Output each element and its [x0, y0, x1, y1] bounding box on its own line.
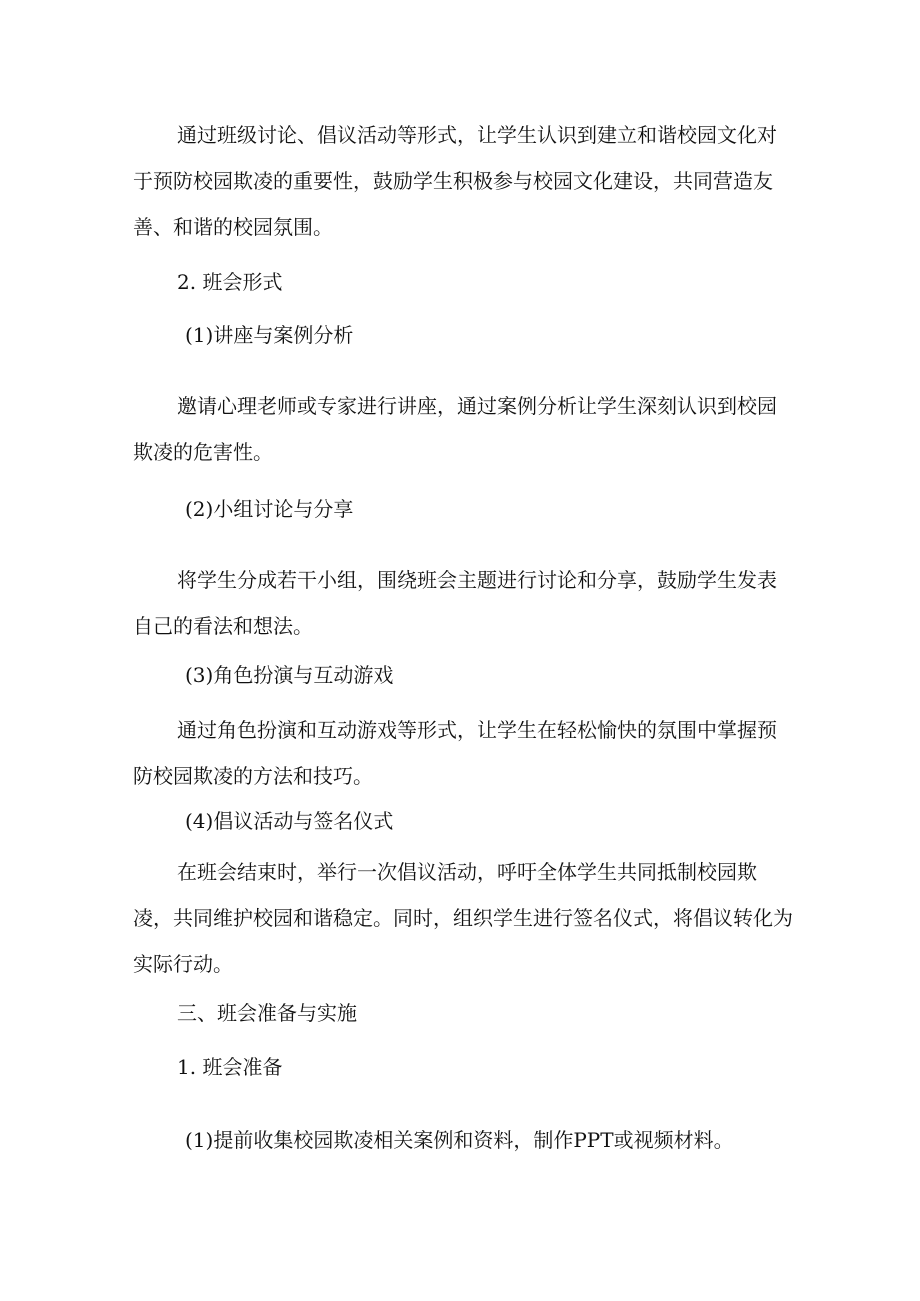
heading-section-three: 三、班会准备与实施: [177, 1001, 357, 1025]
paragraph-role-play: 通过角色扮演和互动游戏等形式，让学生在轻松愉快的氛围中掌握预防校园欺凌的方法和技巧。: [133, 718, 777, 788]
heading-meeting-preparation: 1. 班会准备: [177, 1055, 283, 1079]
paragraph-lecture: 邀请心理老师或专家进行讲座，通过案例分析让学生深刻认识到校园欺凌的危害性。: [133, 394, 777, 464]
paragraph-initiative-signing: 在班会结束时，举行一次倡议活动，呼吁全体学生共同抵制校园欺凌，共同维护校园和谐稳定。同时，组织学生进行签名仪式，将倡议转化为实际行动。: [133, 860, 793, 976]
paragraph-school-culture: 通过班级讨论、倡议活动等形式，让学生认识到建立和谐校园文化对于预防校园欺凌的重要性，鼓励学生积极参与校园文化建设，共同营造友善、和谐的校园氛围。: [133, 123, 777, 239]
paragraph-group-discussion: 将学生分成若干小组，围绕班会主题进行讨论和分享，鼓励学生发表自己的看法和想法。: [133, 568, 777, 638]
subheading-initiative-signing: (4)倡议活动与签名仪式: [185, 809, 394, 833]
subheading-role-play: (3)角色扮演与互动游戏: [185, 663, 394, 687]
heading-class-meeting-form: 2. 班会形式: [177, 270, 283, 294]
subheading-lecture-case-analysis: (1)讲座与案例分析: [185, 323, 354, 347]
subheading-collect-materials: (1)提前收集校园欺凌相关案例和资料，制作PPT或视频材料。: [185, 1128, 734, 1152]
subheading-group-discussion: (2)小组讨论与分享: [185, 497, 354, 521]
